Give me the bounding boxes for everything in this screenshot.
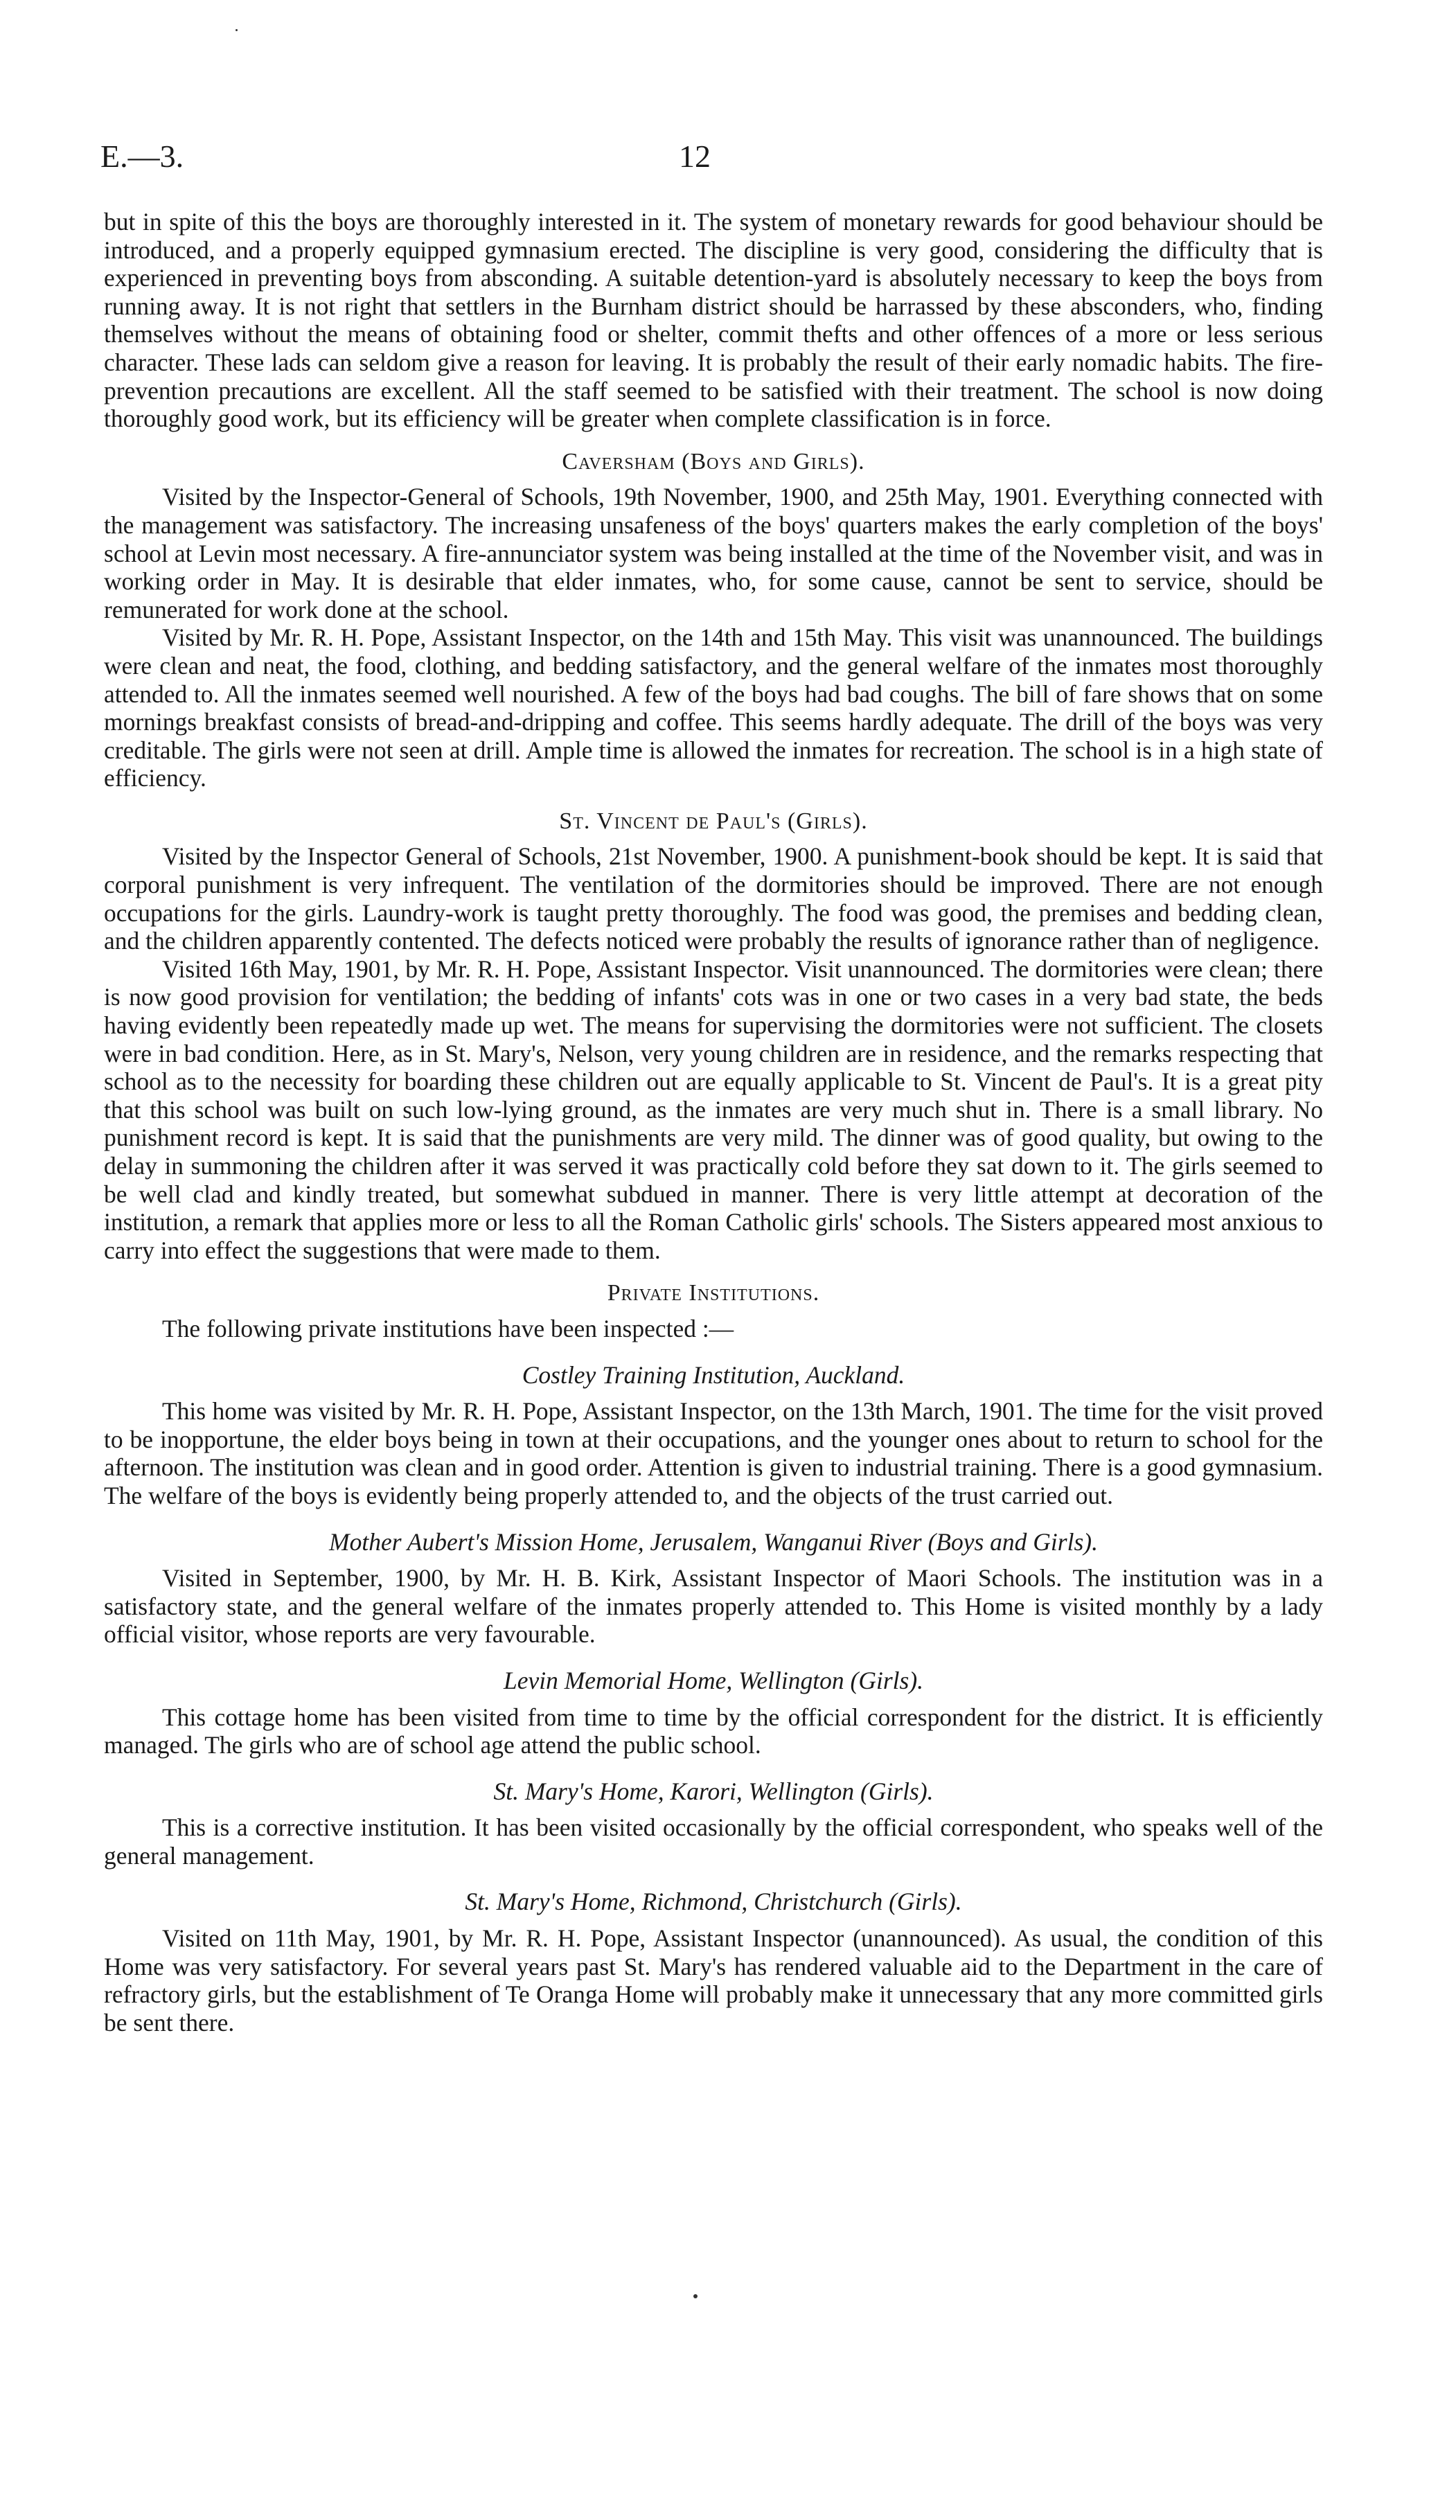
paragraph: Visited on 11th May, 1901, by Mr. R. H. Pope, Assistant Inspector (unannounced). As usual, the condition of this Home was very satisfactory. For several years past St. Mary's has rendered valuable aid to the Department in the care of refractory girls, but the establishment of Te Oranga Home will probably make it unnecessary that any more committed girls be sent there. bbox=[104, 1924, 1323, 2037]
paragraph: but in spite of this the boys are thoroughly interested in it. The system of monetary rewards for good behaviour should be introduced, and a properly equipped gymnasium erected. The discipline is very good, considering the difficulty that is experienced in preventing boys from absconding. A suitable detention-yard is absolutely necessary to keep the boys from running away. It is not right that settlers in the Burnham district should be harrassed by these absconders, who, finding themselves without the means of obtaining food or shelter, commit thefts and other offences of a more or less serious character. These lads can seldom give a reason for leaving. It is probably the result of their early nomadic habits. The fire-prevention precautions are excellent. All the staff seemed to be satisfied with their treatment. The school is now doing thoroughly good work, but its efficiency will be greater when complete classification is in force. bbox=[104, 208, 1323, 433]
subsection-heading: Mother Aubert's Mission Home, Jerusalem, Wanganui River (Boys and Girls). bbox=[329, 1527, 1098, 1556]
page-number: 12 bbox=[679, 139, 711, 174]
paragraph: Visited by the Inspector-General of Schools, 19th November, 1900, and 25th May, 1901. Everything connected with the management was satisfactory. The increasing unsafeness of the boys' quarters makes the early completion of the boys' school at Levin most necessary. A fire-annunciator system was being installed at the time of the November visit, and was in working order in May. It is desirable that elder inmates, who, for some cause, cannot be sent to service, should be remunerated for work done at the school. bbox=[104, 483, 1323, 623]
paragraph: This home was visited by Mr. R. H. Pope, Assistant Inspector, on the 13th March, 1901. The time for the visit proved to be inopportune, the elder boys being in town at their occupations, and the younger ones about to return to school for the afternoon. The institution was clean and in good order. Attention is given to industrial training. There is a good gymnasium. The welfare of the boys is evidently being properly attended to, and the objects of the trust carried out. bbox=[104, 1397, 1323, 1509]
body-text bbox=[104, 208, 1323, 2037]
subsection-heading: Levin Memorial Home, Wellington (Girls). bbox=[503, 1666, 924, 1694]
subsection-heading: St. Mary's Home, Richmond, Christchurch (Girls). bbox=[465, 1888, 962, 1916]
print-speck bbox=[693, 2294, 698, 2298]
section-heading: Private Institutions. bbox=[607, 1280, 820, 1306]
report-reference: E.—3. bbox=[100, 139, 184, 174]
section-heading: Caversham (Boys and Girls). bbox=[562, 448, 865, 474]
paragraph: Visited 16th May, 1901, by Mr. R. H. Pope, Assistant Inspector. Visit unannounced. The dormitories were clean; there is now good provision for ventilation; the bedding of infants' cots was in one or two cases in a very bad state, the beds having evidently been repeatedly made up wet. The means for supervising the dormitories were not sufficient. The closets were in bad condition. Here, as in St. Mary's, Nelson, very young children are in residence, and the remarks respecting that school as to the necessity for boarding these children out are equally applicable to St. Vincent de Paul's. It is a great pity that this school was built on such low-lying ground, as the inmates are very much shut in. There is a small library. No punishment record is kept. It is said that the punishments are very mild. The dinner was of good quality, but owing to the delay in summoning the children after it was served it was practically cold before they sat down to it. The girls seemed to be well clad and kindly treated, but somewhat subdued in manner. There is very little attempt at decoration of the institution, a remark that applies more or less to all the Roman Catholic girls' schools. The Sisters appeared most anxious to carry into effect the suggestions that were made to them. bbox=[104, 955, 1323, 1264]
print-speck bbox=[236, 29, 238, 31]
paragraph: Visited by the Inspector General of Schools, 21st November, 1900. A punishment-book should be kept. It is said that corporal punishment is very infrequent. The ventilation of the dormitories should be improved. There are not enough occupations for the girls. Laundry-work is taught pretty thoroughly. The food was good, the premises and bedding clean, and the children apparently contented. The defects noticed were probably the results of ignorance rather than of negligence. bbox=[104, 842, 1323, 955]
paragraph: This cottage home has been visited from time to time by the official correspondent for the district. It is efficiently managed. The girls who are of school age attend the public school. bbox=[104, 1703, 1323, 1759]
subsection-heading: St. Mary's Home, Karori, Wellington (Girls). bbox=[493, 1777, 934, 1805]
paragraph: Visited by Mr. R. H. Pope, Assistant Inspector, on the 14th and 15th May. This visit was unannounced. The buildings were clean and neat, the food, clothing, and bedding satisfactory, and the general welfare of the inmates most thoroughly attended to. All the inmates seemed well nourished. A few of the boys had bad coughs. The bill of fare shows that on some mornings breakfast consists of bread-and-dripping and coffee. This seems hardly adequate. The drill of the boys was very creditable. The girls were not seen at drill. Ample time is allowed the inmates for recreation. The school is in a high state of efficiency. bbox=[104, 623, 1323, 792]
paragraph: The following private institutions have been inspected :— bbox=[162, 1314, 734, 1342]
subsection-heading: Costley Training Institution, Auckland. bbox=[522, 1360, 905, 1389]
paragraph: This is a corrective institution. It has been visited occasionally by the official correspondent, who speaks well of the general management. bbox=[104, 1813, 1323, 1870]
section-heading: St. Vincent de Paul's (Girls). bbox=[559, 808, 868, 834]
paragraph: Visited in September, 1900, by Mr. H. B. Kirk, Assistant Inspector of Maori Schools. The institution was in a satisfactory state, and the general welfare of the inmates properly attended to. This Home is visited monthly by a lady official visitor, whose reports are very favourable. bbox=[104, 1564, 1323, 1649]
